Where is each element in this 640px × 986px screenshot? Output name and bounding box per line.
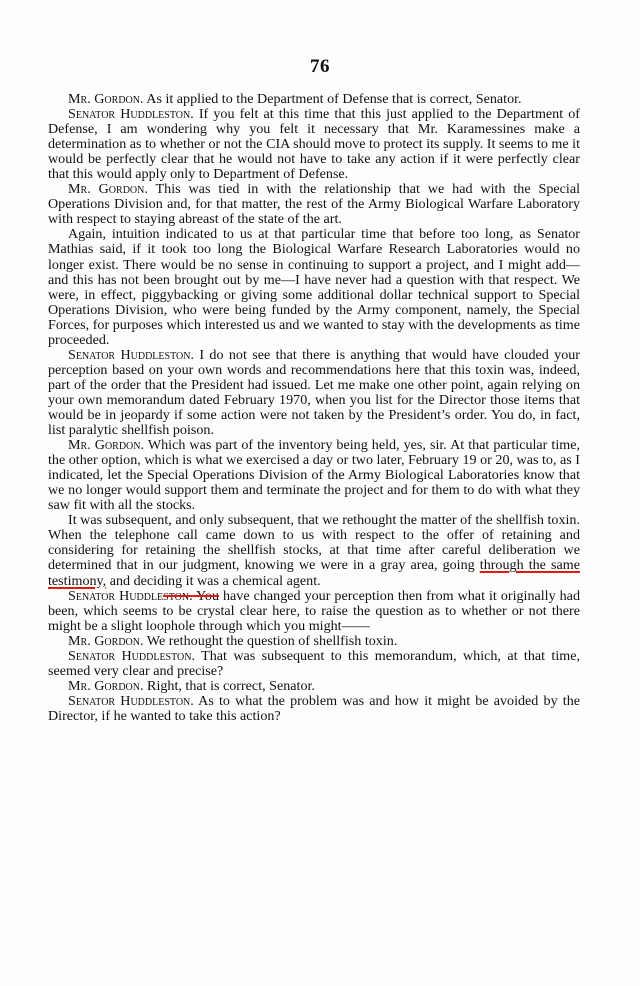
transcript-paragraph bbox=[48, 679, 580, 694]
paragraph-text: We rethought the question of shellfish toxin. bbox=[143, 632, 398, 649]
speaker-label: Mr. Gordon. bbox=[68, 632, 144, 649]
speaker-label: Senator Huddleston. bbox=[68, 692, 194, 709]
paragraph-text: Again, intuition indicated to us at that particular time that before too long, as Senator Mathias said, if it took too long the Biological Warfare Research Laboratories would no longer exist. There would be no sense in continuing to support a project, and I might add—and this has not been brought out by me—I have never had a question with that respect. We were, in effect, piggybacking or giving some additional dollar technical support to Special Operations Division, who were being funded by the Army component, namely, the Special Forces, for purposes which interested us and we wanted to stay with the developments as time proceeded. bbox=[48, 226, 580, 348]
transcript-paragraph bbox=[48, 348, 580, 438]
red-strike-annotation: ston. bbox=[163, 587, 193, 604]
transcript-body bbox=[48, 92, 580, 724]
transcript-paragraph bbox=[48, 634, 580, 649]
speaker-label: Senator Huddleston. bbox=[68, 587, 193, 604]
paragraph-text: As it applied to the Department of Defense that is correct, Senator. bbox=[143, 91, 522, 107]
paragraph-text: I do not see that there is anything that would have clouded your perception based on your own words and recommendations here that this toxin was, indeed, part of the order that the President had issued. Let me make one other point, again relying on your own memorandum dated February 1970, when you list for the Director those items that would be in jeopardy if some action were not taken by the President’s order. You do, in fact, list paralytic shellfish poison. bbox=[48, 346, 580, 439]
paragraph-text: As to what the problem was and how it might be avoided by the Director, if he wanted to take this action? bbox=[48, 692, 580, 724]
paragraph-text: This was tied in with the relationship that we had with the Special Operations Division and, for that matter, the rest of the Army Biological Warfare Laboratory with respect to staying abreast of the state of the art. bbox=[48, 181, 580, 228]
speaker-label: Senator Huddleston. bbox=[68, 106, 194, 123]
paragraph-text: Which was part of the inventory being held, yes, sir. At that particular time, the other option, which is what we exercised a day or two later, February 19 or 20, was to, as I indicated, let the Special Operations Division of the Army Biological Laboratories know that we no longer would support them and terminate the project and for them to do with what they saw fit with all the stocks. bbox=[48, 437, 580, 514]
transcript-paragraph bbox=[48, 649, 580, 679]
speaker-label: Mr. Gordon. bbox=[68, 91, 144, 107]
red-strike-annotation: You bbox=[192, 587, 219, 604]
red-underline-annotation: through the same testimony, bbox=[48, 557, 580, 589]
paragraph-text: If you felt at this time that this just applied to the Department of Defense, I am wondering why you felt it necessary that Mr. Karamessines make a determination as to whether or not the CIA should move to protect its supply. It seems to me it would be perfectly clear that he would not have to take any action if it were perfectly clear that this would apply only to Department of Defense. bbox=[48, 106, 580, 183]
transcript-paragraph bbox=[48, 694, 580, 724]
transcript-paragraph bbox=[48, 227, 580, 347]
speaker-label: Mr. Gordon. bbox=[68, 181, 148, 198]
speaker-label: Mr. Gordon. bbox=[68, 677, 144, 694]
transcript-paragraph bbox=[48, 92, 580, 107]
page-number: 76 bbox=[310, 56, 330, 77]
transcript-paragraph bbox=[48, 513, 580, 588]
speaker-label: Senator Huddleston. bbox=[68, 346, 194, 363]
speaker-label: Mr. Gordon. bbox=[68, 437, 145, 454]
paragraph-text: You have changed your perception then from what it originally had been, which seems to be crystal clear here, to raise the question as to whether or not there might be a slight loophole through which you might—— bbox=[48, 587, 580, 634]
transcript-paragraph bbox=[48, 182, 580, 227]
paragraph-text: It was subsequent, and only subsequent, that we rethought the matter of the shellfish toxin. When the telephone call came down to us with respect to the offer of retaining and considering for retaining the shellfish stocks, at that time after careful deliberation we determined that in our judgment, knowing we were in a gray area, going through the same testimony, and deciding it was a chemical agent. bbox=[48, 512, 580, 589]
paragraph-text: Right, that is correct, Senator. bbox=[143, 677, 315, 694]
paragraph-text: That was subsequent to this memorandum, which, at that time, seemed very clear and precise? bbox=[48, 647, 580, 679]
transcript-paragraph bbox=[48, 438, 580, 513]
transcript-paragraph bbox=[48, 107, 580, 182]
transcript-paragraph bbox=[48, 589, 580, 634]
speaker-label: Senator Huddleston. bbox=[68, 647, 196, 664]
